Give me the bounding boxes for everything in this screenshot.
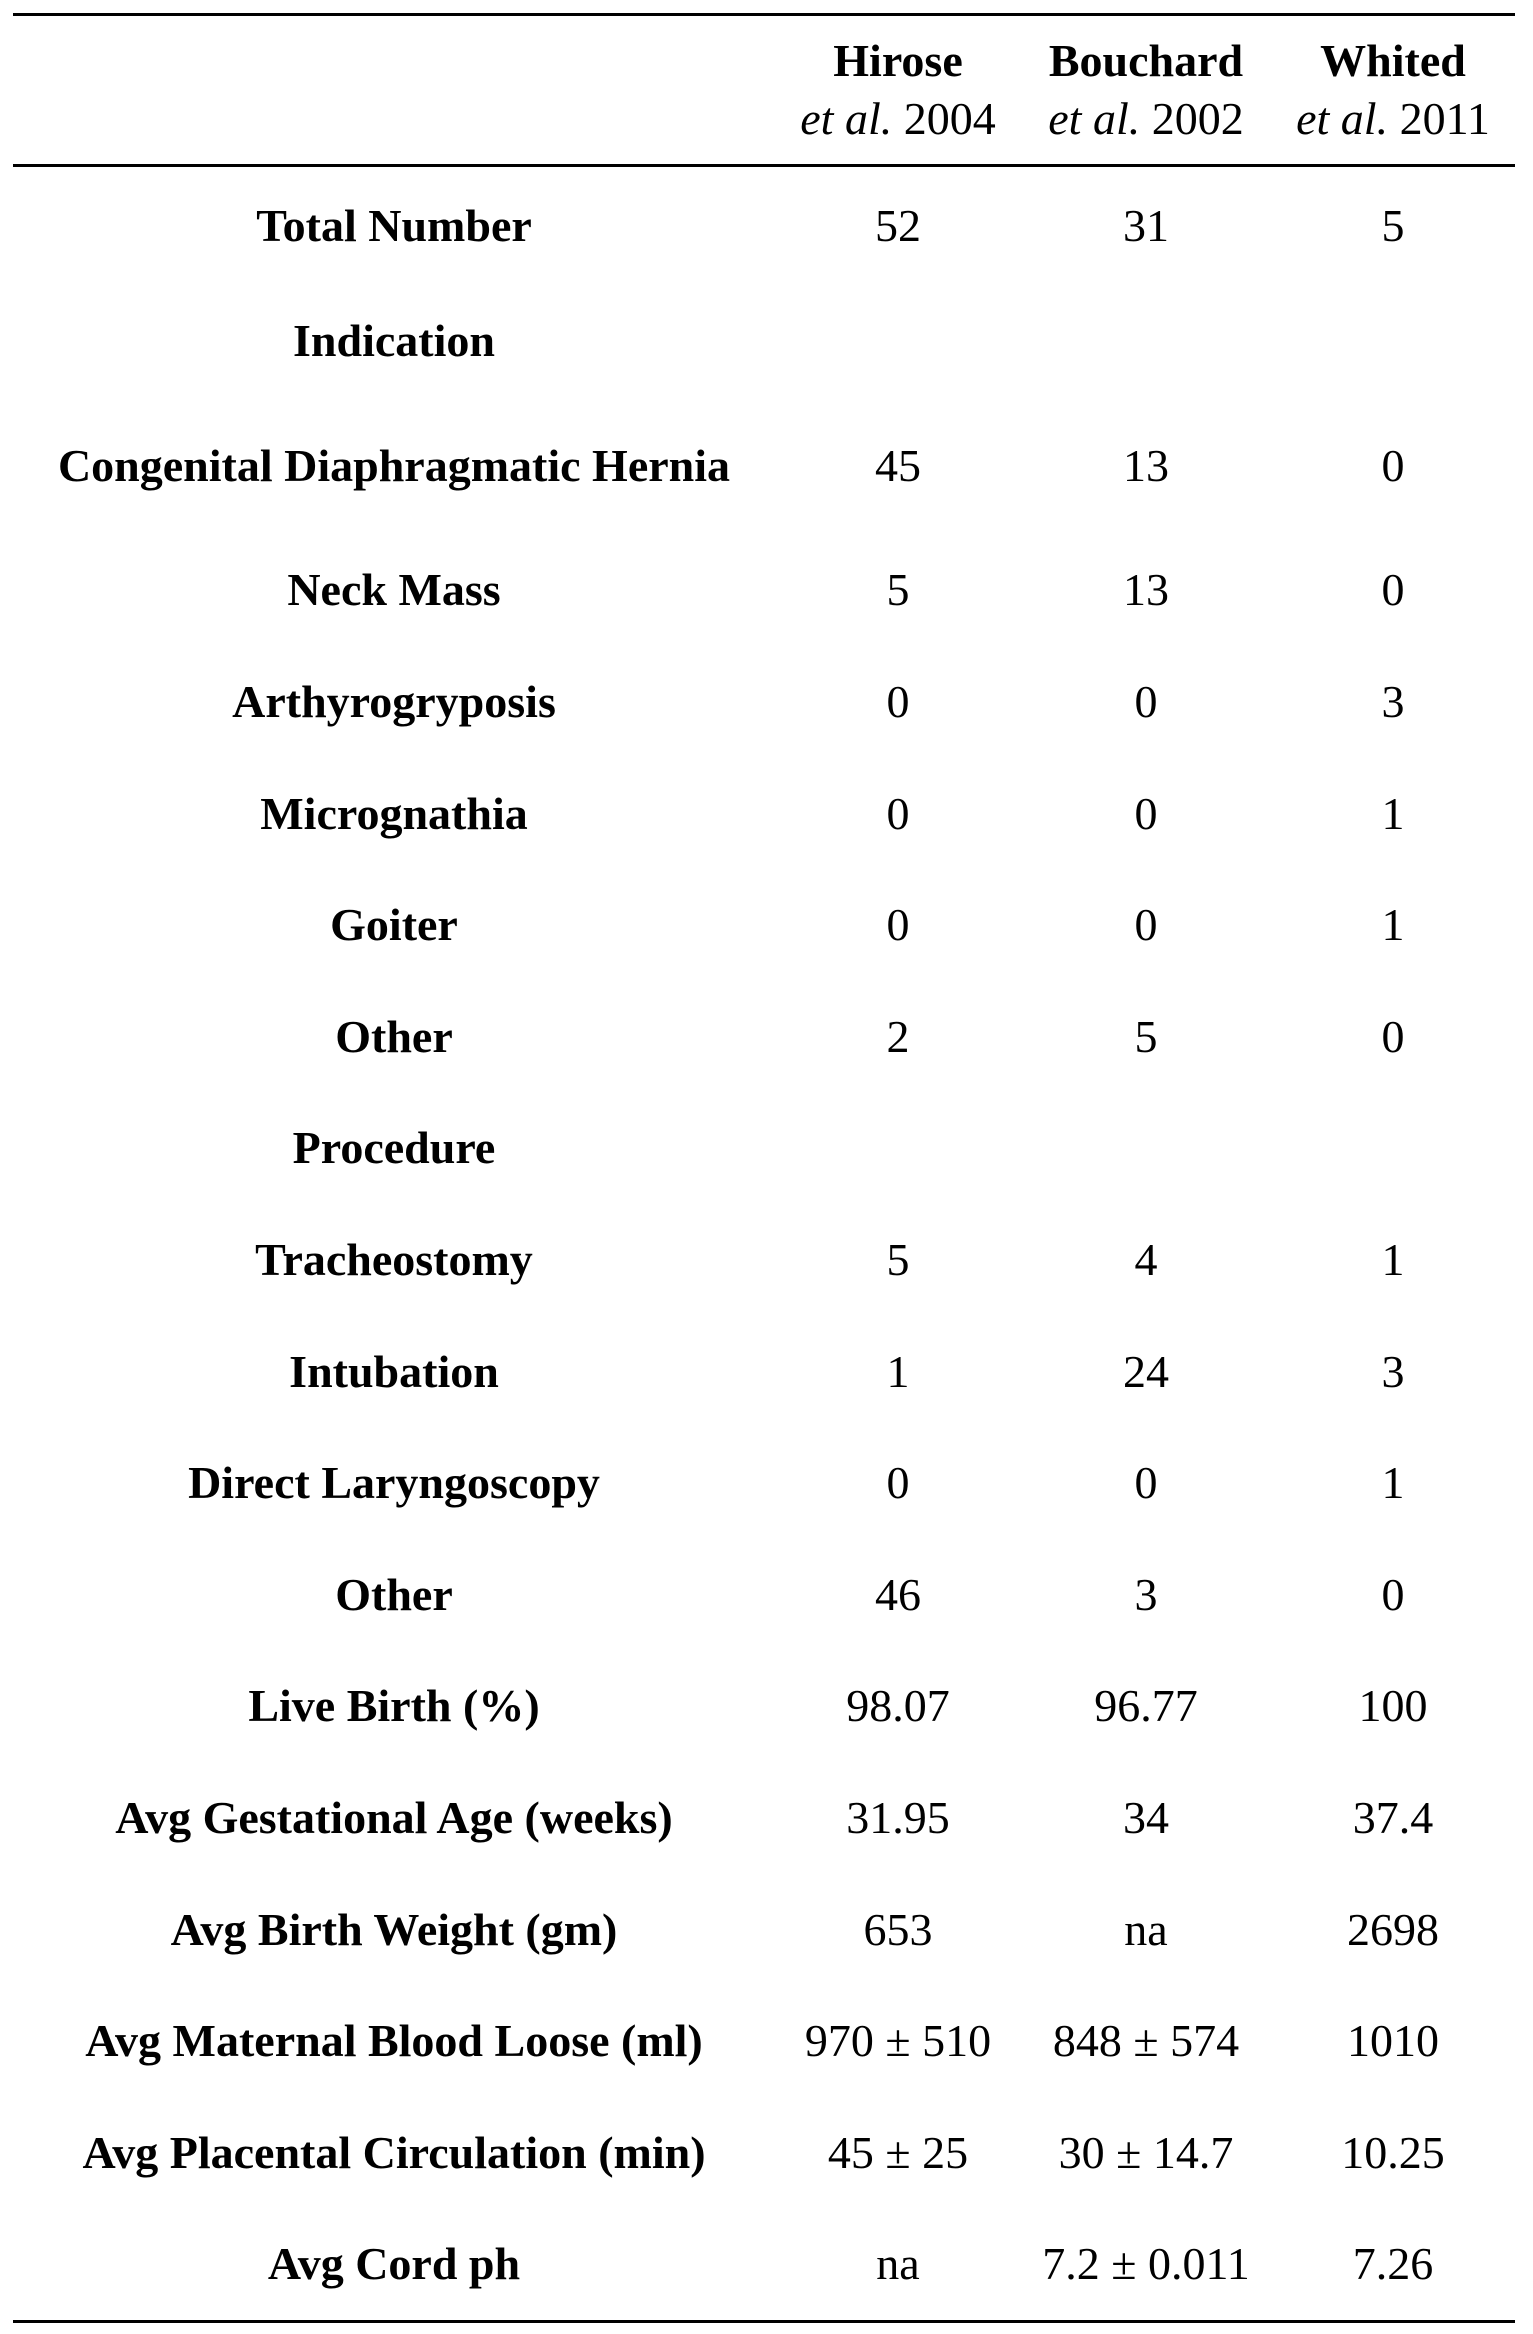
column-year: 2004 [903, 93, 996, 144]
cell-value: 31.95 [846, 1791, 950, 1843]
row-label: Avg Placental Circulation (min) [82, 2126, 706, 2178]
cell-value [775, 1093, 1021, 1205]
header-row [13, 15, 1515, 166]
table-body [13, 166, 1515, 2322]
cell-value: 3 [1381, 1345, 1405, 1397]
cell-value: 0 [1381, 439, 1405, 491]
column-header-whited [1271, 15, 1515, 166]
row-label: Congenital Diaphragmatic Hernia [57, 439, 731, 491]
table-header [13, 15, 1515, 166]
cell-value: 1 [1381, 899, 1405, 951]
table-row [13, 397, 1515, 535]
table-row [13, 285, 1515, 397]
table-row [13, 2209, 1515, 2322]
cell-value: 1 [1381, 787, 1405, 839]
cell-value: 3 [1381, 675, 1405, 727]
cell-value: 0 [1134, 675, 1158, 727]
column-year: 2011 [1399, 93, 1490, 144]
cell-value: 45 [875, 439, 921, 491]
cell-value: 45 ± 25 [827, 2126, 969, 2178]
cell-value: 0 [1134, 1457, 1158, 1509]
cell-value: 2698 [1347, 1903, 1439, 1955]
column-author: Bouchard [1048, 35, 1244, 86]
row-label: Indication [293, 314, 495, 366]
cell-value: 1010 [1347, 2015, 1439, 2067]
cell-value: 13 [1123, 439, 1169, 491]
table-row [13, 1093, 1515, 1205]
cell-value: 5 [1134, 1010, 1158, 1062]
cell-value: 5 [886, 1233, 910, 1285]
header-corner [13, 15, 775, 166]
table-row [13, 646, 1515, 758]
cell-value: 7.2 ± 0.011 [1021, 2209, 1271, 2322]
cell-value: 3 [1134, 1568, 1158, 1620]
cell-value: 0 [886, 787, 910, 839]
table-row [13, 1539, 1515, 1651]
cell-value [1021, 285, 1271, 397]
cell-value: 0 [1381, 1568, 1405, 1620]
column-etal: et al. [800, 93, 893, 144]
row-label: Other [335, 1568, 453, 1620]
cell-value: 100 [1358, 1680, 1428, 1732]
cell-value: 34 [1123, 1791, 1169, 1843]
column-header-bouchard [1021, 15, 1271, 166]
row-label: Tracheostomy [255, 1233, 533, 1285]
column-etal: et al. [1296, 93, 1389, 144]
cell-value: 52 [875, 200, 921, 251]
cell-value: 0 [886, 899, 910, 951]
cell-value [1021, 1093, 1271, 1205]
cell-value: 13 [1123, 564, 1169, 616]
data-table [13, 13, 1515, 2323]
row-label: Live Birth (%) [248, 1680, 540, 1732]
column-author: Whited [1320, 35, 1466, 86]
table-row [13, 1762, 1515, 1874]
cell-value: 2 [886, 1010, 910, 1062]
cell-value: 0 [1134, 787, 1158, 839]
cell-value: 0 [886, 675, 910, 727]
row-label: Goiter [330, 899, 458, 951]
table-row [13, 981, 1515, 1093]
cell-value [775, 285, 1021, 397]
cell-value: 1 [1381, 1233, 1405, 1285]
column-citation [1021, 90, 1271, 148]
table-row [13, 758, 1515, 870]
cell-value: 37.4 [1352, 1791, 1434, 1843]
row-label: Micrognathia [260, 787, 528, 839]
cell-value: 4 [1134, 1233, 1158, 1285]
row-label: Avg Cord ph [13, 2209, 775, 2322]
cell-value [1271, 1093, 1515, 1205]
cell-value: 1 [886, 1345, 910, 1397]
cell-value: 96.77 [1094, 1680, 1198, 1732]
table-row [13, 1204, 1515, 1316]
column-citation [1271, 90, 1515, 148]
cell-value: 970 ± 510 [804, 2015, 992, 2067]
cell-value: 0 [1134, 899, 1158, 951]
cell-value: na [775, 2209, 1021, 2322]
table-row [13, 1985, 1515, 2097]
cell-value: 5 [1381, 200, 1405, 251]
table-row [13, 1651, 1515, 1763]
cell-value: 98.07 [846, 1680, 950, 1732]
row-label: Other [335, 1010, 453, 1062]
table-row [13, 1427, 1515, 1539]
cell-value: na [1124, 1903, 1168, 1955]
table-row [13, 2097, 1515, 2209]
row-label: Neck Mass [287, 564, 501, 616]
row-label: Direct Laryngoscopy [188, 1457, 600, 1509]
row-label: Procedure [292, 1122, 496, 1174]
table-row [13, 166, 1515, 286]
table-row [13, 535, 1515, 647]
cell-value: 1 [1381, 1457, 1405, 1509]
cell-value: 848 ± 574 [1052, 2015, 1240, 2067]
cell-value: 7.26 [1271, 2209, 1515, 2322]
column-header-hirose [775, 15, 1021, 166]
table-row [13, 869, 1515, 981]
cell-value [1271, 285, 1515, 397]
cell-value: 24 [1123, 1345, 1169, 1397]
column-etal: et al. [1048, 93, 1141, 144]
cell-value: 0 [1381, 1010, 1405, 1062]
row-label: Intubation [289, 1345, 499, 1397]
column-author: Hirose [833, 35, 963, 86]
row-label: Avg Gestational Age (weeks) [115, 1791, 673, 1843]
cell-value: 31 [1123, 200, 1169, 251]
cell-value: 0 [1381, 564, 1405, 616]
cell-value: 653 [863, 1903, 933, 1955]
cell-value: 46 [875, 1568, 921, 1620]
row-label: Avg Maternal Blood Loose (ml) [85, 2015, 703, 2067]
row-label: Avg Birth Weight (gm) [170, 1903, 618, 1955]
cell-value: 10.25 [1341, 2126, 1445, 2178]
column-citation [775, 90, 1021, 148]
column-year: 2002 [1151, 93, 1244, 144]
table-row [13, 1874, 1515, 1986]
table-row [13, 1316, 1515, 1428]
row-label: Arthyrogryposis [232, 675, 556, 727]
cell-value: 5 [886, 564, 910, 616]
cell-value: 0 [886, 1457, 910, 1509]
cell-value: 30 ± 14.7 [1058, 2126, 1234, 2178]
row-label: Total Number [256, 200, 532, 251]
